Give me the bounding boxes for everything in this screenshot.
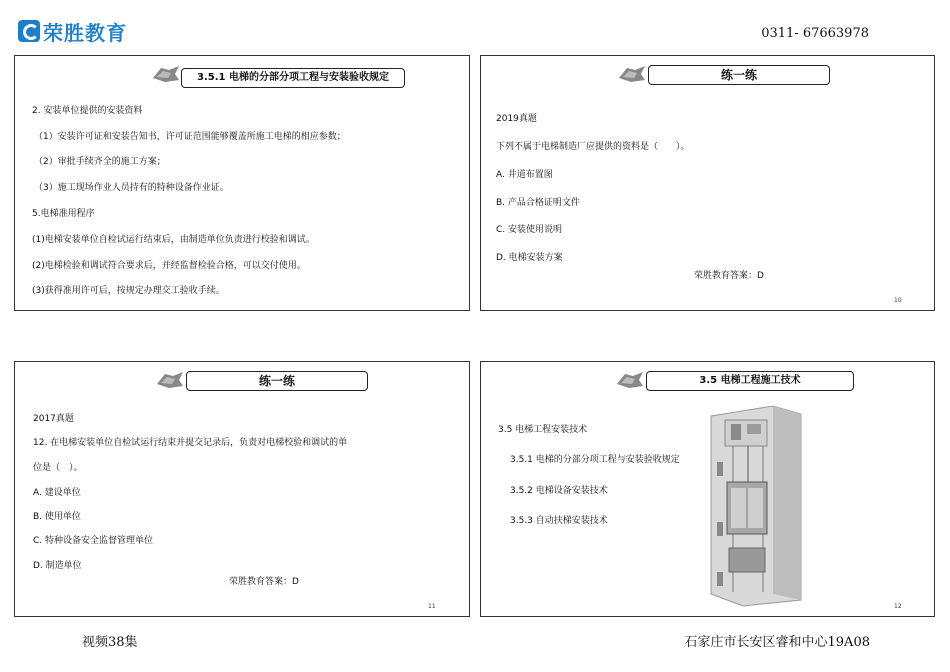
option-b: B. 使用单位 [33, 512, 81, 522]
text-line: 3.5.3 自动扶梯安装技术 [510, 516, 608, 526]
text-line: （2）审批手续齐全的施工方案； [34, 157, 166, 167]
footer-left-text: 视频38集 [82, 635, 138, 650]
text-line: 3.5 电梯工程安装技术 [498, 425, 588, 435]
text-line: 3.5.1 电梯的分部分项工程与安装验收规定 [510, 455, 680, 465]
text-line: （1）安装许可证和安装告知书，许可证范围能够覆盖所施工电梯的相应参数； [34, 132, 346, 142]
slide-title: 练一练 [186, 371, 368, 391]
slide-title: 3.5 电梯工程施工技术 [646, 371, 854, 391]
text-line: 2019真题 [496, 114, 537, 124]
text-line: （3）施工现场作业人员持有的特种设备作业证。 [34, 183, 229, 193]
option-d: D. 电梯安装方案 [496, 253, 563, 263]
answer-text: 荣胜教育答案：D [694, 271, 764, 281]
text-line: 2017真题 [33, 414, 74, 424]
logo-icon [18, 20, 40, 42]
question-text: 12. 在电梯安装单位自检试运行结束并提交记录后，负责对电梯校验和调试的单 [33, 438, 348, 448]
logo-text: 荣胜教育 [43, 20, 127, 45]
phone-number: 0311- 67663978 [761, 26, 869, 41]
slide-title: 3.5.1 电梯的分部分项工程与安装验收规定 [181, 68, 405, 88]
option-b: B. 产品合格证明文件 [496, 198, 580, 208]
text-line: (3)获得准用许可后，按规定办理交工验收手续。 [32, 286, 225, 296]
slide-title: 练一练 [648, 65, 830, 85]
option-d: D. 制造单位 [33, 561, 82, 571]
bird-icon [617, 64, 647, 84]
company-logo [18, 18, 127, 44]
page-number: 11 [428, 603, 436, 610]
page-number: 12 [894, 603, 902, 610]
text-line: (2)电梯检验和调试符合要求后，并经监督检验合格，可以交付使用。 [32, 261, 306, 271]
slide-1 [14, 55, 470, 311]
slide-4 [480, 361, 935, 617]
text-line: 3.5.2 电梯设备安装技术 [510, 486, 608, 496]
question-text: 下列不属于电梯制造厂应提供的资料是（ ）。 [496, 142, 690, 152]
option-a: A. 井道布置图 [496, 170, 553, 180]
option-a: A. 建设单位 [33, 488, 81, 498]
bird-icon [155, 370, 185, 390]
slide-2 [480, 55, 935, 311]
answer-text: 荣胜教育答案：D [229, 577, 299, 587]
text-line: (1)电梯安装单位自检试运行结束后，由制造单位负责进行校验和调试。 [32, 235, 315, 245]
bird-icon [615, 370, 645, 390]
bird-icon [151, 64, 181, 84]
footer-address: 石家庄市长安区睿和中心19A08 [684, 635, 870, 650]
page-number: 10 [894, 297, 902, 304]
elevator-image [703, 402, 803, 608]
question-text: 位是（ ）。 [33, 463, 83, 473]
option-c: C. 安装使用说明 [496, 225, 563, 235]
option-c: C. 特种设备安全监督管理单位 [33, 536, 154, 546]
text-line: 2. 安装单位提供的安装资料 [32, 106, 143, 116]
slide-3 [14, 361, 470, 617]
text-line: 5.电梯准用程序 [32, 209, 95, 219]
